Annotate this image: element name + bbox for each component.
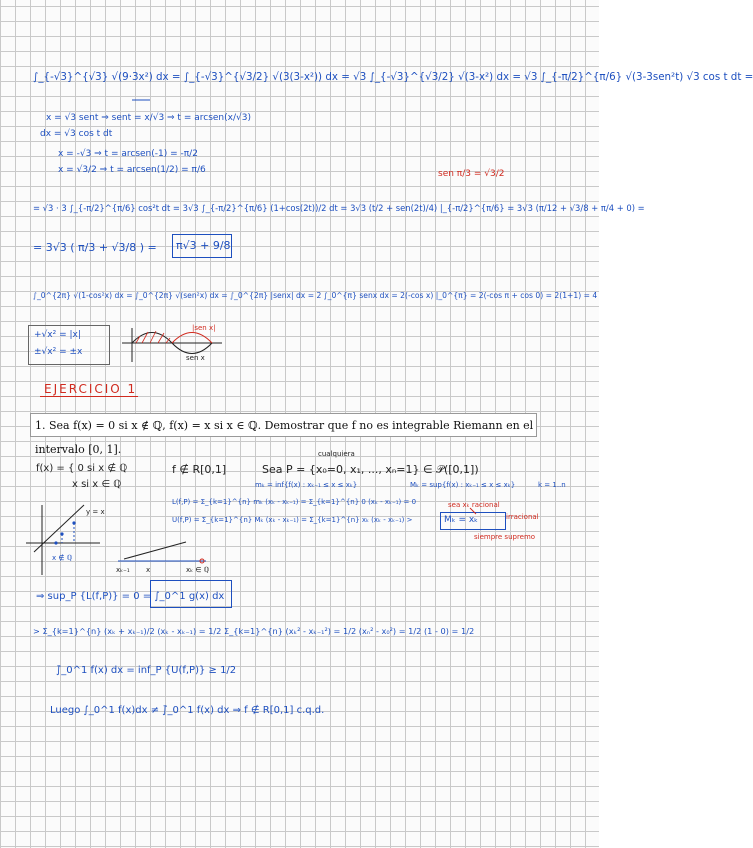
partition-note: cualquiera (318, 450, 355, 458)
integral2-line: ∫_0^{2π} √(1-cos²x) dx = ∫_0^{2π} √(sen²x) dx = ∫_0^{2π} |senx| dx = 2 ∫_0^{π} senx dx = 2(-cos x) |_0^{π} = 2(-cos π + cos 0) = 2(1+1) = 4 (33, 291, 598, 300)
k-range: k = 1..n (538, 481, 566, 489)
integral1-line3: = √3 · 3 ∫_{-π/2}^{π/6} cos²t dt = 3√3 ∫_{-π/2}^{π/6} (1+cos(2t))/2 dt = 3√3 (t/2 + sen(2t)/4) |_{-π/2}^{π/6} = 3√3 (π/12 + √3/8 + π/4 + 0) = (33, 203, 645, 213)
abs-rule-2: ±√x² = ±x (34, 347, 83, 357)
graph-label-xk-1: xₖ₋₁ (116, 566, 130, 574)
red-note-irrational: irracional (506, 513, 539, 521)
function-definition-b: x si x ∈ ℚ (72, 479, 122, 490)
graph-label-y-equals-x: y = x (86, 508, 105, 516)
sup-lower-sums: ⇒ sup_P {L(f,P)} = 0 = ∫_0^1 g(x) dx (36, 591, 225, 602)
non-integrable-claim: f ∉ R[0,1] (172, 463, 227, 476)
conclusion: Luego ∫_0^1 f(x)dx ≠ ∫̄_0^1 f(x) dx ⇒ f ∉ R[0,1] c.q.d. (50, 705, 325, 716)
inf-definition: mₖ = inf{f(x) : xₖ₋₁ ≤ x ≤ xₖ} (255, 481, 358, 489)
subinterval-sketch (118, 542, 206, 563)
identity-graph (26, 505, 100, 575)
integral1-note: sen π/3 = √3/2 (438, 169, 505, 179)
graph-label-x: x (146, 566, 151, 574)
graph-label-xk-rational: xₖ ∈ ℚ (186, 566, 210, 574)
integral1-differential: dx = √3 cos t dt (40, 129, 113, 139)
upper-sum-bound: > Σ_{k=1}^{n} (xₖ + xₖ₋₁)/2 (xₖ - xₖ₋₁) = 1/2 Σ_{k=1}^{n} (xₖ² - xₖ₋₁²) = 1/2 (xₙ² - x₀²) = 1/2 (1 - 0) = 1/2 (33, 626, 475, 636)
integral1-substitution: x = √3 sent ⇒ sent = x/√3 ⇒ t = arcsen(x/√3) (46, 113, 251, 123)
sup-definition: Mₖ = sup{f(x) : xₖ₋₁ ≤ x ≤ xₖ} (410, 481, 516, 489)
lower-sum: L(f,P) = Σ_{k=1}^{n} mₖ (xₖ - xₖ₋₁) = Σ_{k=1}^{n} 0 (xₖ - xₖ₋₁) = 0 (172, 498, 417, 506)
sine-graph (122, 328, 222, 362)
red-note-rational: sea xₖ racional (448, 501, 500, 509)
upper-integral: ∫̄_0^1 f(x) dx = inf_P {U(f,P)} ≥ 1/2 (56, 665, 237, 676)
integral1-result: π√3 + 9/8 (176, 239, 231, 252)
integral1-limit-upper: x = √3/2 ⇒ t = arcsen(1/2) = π/6 (58, 165, 206, 175)
supremum-value: Mₖ = xₖ (444, 515, 479, 525)
abs-rule-1: +√x² = |x| (34, 330, 81, 340)
upper-sum: U(f,P) = Σ_{k=1}^{n} Mₖ (xₖ - xₖ₋₁) = Σ_{k=1}^{n} xₖ (xₖ - xₖ₋₁) > (172, 516, 413, 524)
red-note-supremum: siempre supremo (474, 533, 536, 541)
exercise-heading: EJERCICIO 1 (44, 382, 138, 396)
exercise-statement: 1. Sea f(x) = 0 si x ∉ ℚ, f(x) = x si x ∈ ℚ. Demostrar que f no es integrable Riemann en el intervalo [0, 1]. (30, 413, 537, 437)
function-definition-a: f(x) = { 0 si x ∉ ℚ (36, 463, 128, 474)
integral1-limit-lower: x = -√3 ⇒ t = arcsen(-1) = -π/2 (58, 149, 198, 159)
graph-label-not-rational: x ∉ ℚ (52, 554, 73, 562)
graph-label-sin: sen x (186, 354, 205, 362)
integral1-line4: = 3√3 ( π/3 + √3/8 ) = (33, 241, 157, 254)
graph-label-abs-sin: |sen x| (192, 324, 216, 332)
partition-definition: Sea P = {x₀=0, x₁, ..., xₙ=1} ∈ 𝒫([0,1]) (262, 463, 479, 476)
integral1-line1: ∫_{-√3}^{√3} √(9·3x²) dx = ∫_{-√3}^{√3/2} √(3(3-x²)) dx = √3 ∫_{-√3}^{√3/2} √(3-x²) dx = √3 ∫_{-π/2}^{π/6} √(3-3sen²t) √3 cos t dt = (33, 71, 753, 83)
